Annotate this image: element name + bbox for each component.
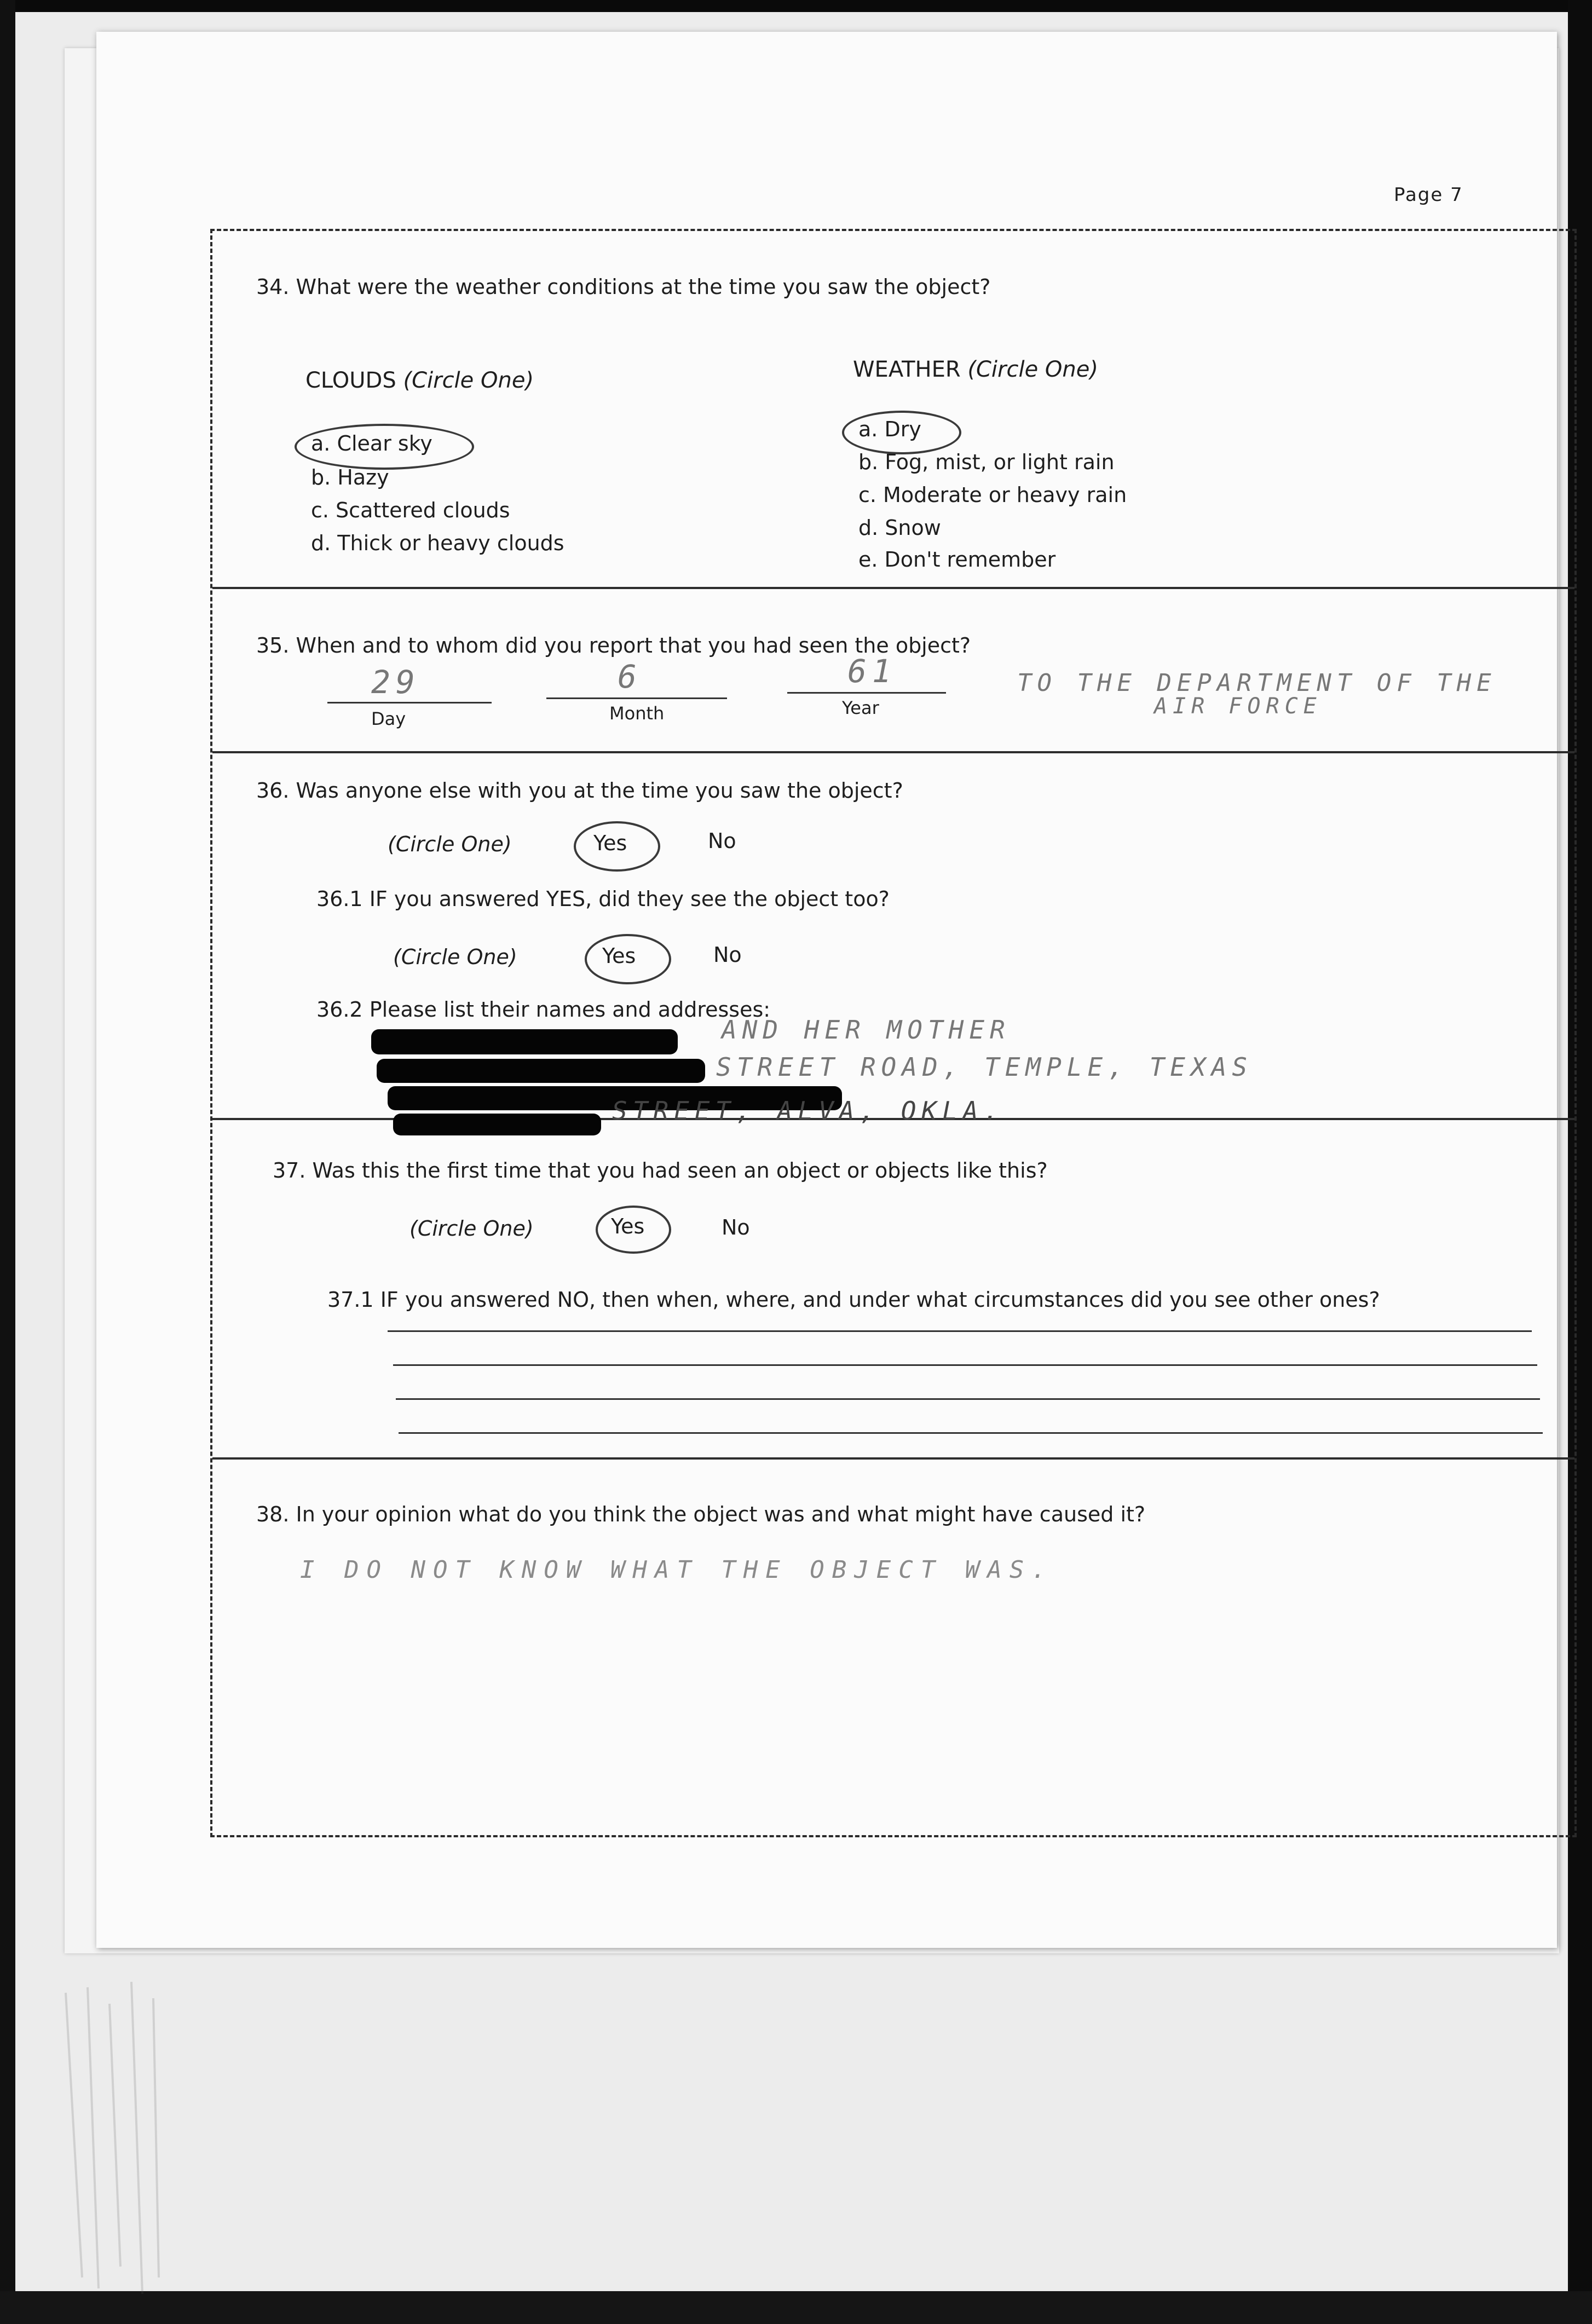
question-34: 34. What were the weather conditions at the time you saw the object? xyxy=(256,275,991,299)
opinion-answer: I DO NOT KNOW WHAT THE OBJECT WAS. xyxy=(300,1556,1054,1584)
question-36-1: 36.1 IF you answered YES, did they see the object too? xyxy=(316,887,890,911)
month-label: Month xyxy=(609,703,665,724)
question-37: 37. Was this the first time that you had seen an object or objects like this? xyxy=(273,1158,1048,1183)
report-recipient-line2: AIR FORCE xyxy=(1154,694,1322,719)
question-37-1: 37.1 IF you answered NO, then when, where, and under what circumstances did you see other ones? xyxy=(327,1288,1380,1312)
q36-1-yes[interactable]: Yes xyxy=(602,944,636,968)
scan-border-left xyxy=(0,0,15,2324)
report-recipient-line1: TO THE DEPARTMENT OF THE xyxy=(1017,669,1497,697)
month-line xyxy=(546,697,727,699)
redaction-bar xyxy=(377,1059,705,1083)
clouds-option-d[interactable]: d. Thick or heavy clouds xyxy=(311,531,564,555)
redaction-bar xyxy=(393,1114,601,1135)
answer-line[interactable] xyxy=(399,1432,1543,1434)
q36-no[interactable]: No xyxy=(708,829,736,853)
clouds-heading: CLOUDS (Circle One) xyxy=(305,368,534,393)
divider-34-35 xyxy=(212,587,1574,589)
weather-option-d[interactable]: d. Snow xyxy=(858,516,941,540)
scan-border-top xyxy=(0,0,1592,12)
clouds-option-c[interactable]: c. Scattered clouds xyxy=(311,498,510,522)
divider-37-38 xyxy=(212,1457,1574,1460)
page-number: Page 7 xyxy=(1394,184,1463,206)
question-36-2: 36.2 Please list their names and addresses: xyxy=(316,997,771,1022)
weather-option-a[interactable]: a. Dry xyxy=(858,417,921,441)
day-line xyxy=(327,702,492,703)
report-year-value: 61 xyxy=(847,653,897,690)
day-label: Day xyxy=(371,708,406,729)
question-35: 35. When and to whom did you report that you had seen the object? xyxy=(256,633,971,658)
clouds-option-b[interactable]: b. Hazy xyxy=(311,465,389,489)
q37-circle-hint: (Circle One) xyxy=(409,1216,534,1241)
answer-line[interactable] xyxy=(396,1398,1540,1400)
q37-no[interactable]: No xyxy=(722,1215,750,1239)
scan-border-bottom xyxy=(0,2291,1592,2324)
year-label: Year xyxy=(842,697,879,718)
q37-yes[interactable]: Yes xyxy=(611,1214,645,1238)
question-38: 38. In your opinion what do you think the object was and what might have caused it? xyxy=(256,1502,1146,1526)
divider-35-36 xyxy=(212,751,1574,753)
address-line-3: STREET, ALVA, OKLA. xyxy=(612,1096,1005,1126)
redaction-bar xyxy=(371,1029,678,1054)
address-line-2: STREET ROAD, TEMPLE, TEXAS xyxy=(716,1052,1253,1082)
year-line xyxy=(787,692,946,694)
q36-1-no[interactable]: No xyxy=(713,943,742,967)
weather-option-c[interactable]: c. Moderate or heavy rain xyxy=(858,483,1127,507)
address-line-1: AND HER MOTHER xyxy=(722,1015,1011,1045)
bleed-through-marks xyxy=(60,1971,192,2299)
answer-line[interactable] xyxy=(388,1330,1532,1332)
clouds-option-a[interactable]: a. Clear sky xyxy=(311,431,432,455)
form-frame xyxy=(210,229,1577,1837)
weather-option-e[interactable]: e. Don't remember xyxy=(858,547,1056,572)
question-36: 36. Was anyone else with you at the time you saw the object? xyxy=(256,778,903,803)
weather-option-b[interactable]: b. Fog, mist, or light rain xyxy=(858,450,1115,474)
q36-circle-hint: (Circle One) xyxy=(388,832,512,856)
form-page xyxy=(96,32,1557,1948)
report-day-value: 29 xyxy=(371,664,420,701)
q36-yes[interactable]: Yes xyxy=(593,831,627,855)
q36-1-circle-hint: (Circle One) xyxy=(393,945,517,969)
answer-line[interactable] xyxy=(393,1364,1537,1366)
weather-heading: WEATHER (Circle One) xyxy=(853,357,1098,382)
report-month-value: 6 xyxy=(618,658,642,695)
